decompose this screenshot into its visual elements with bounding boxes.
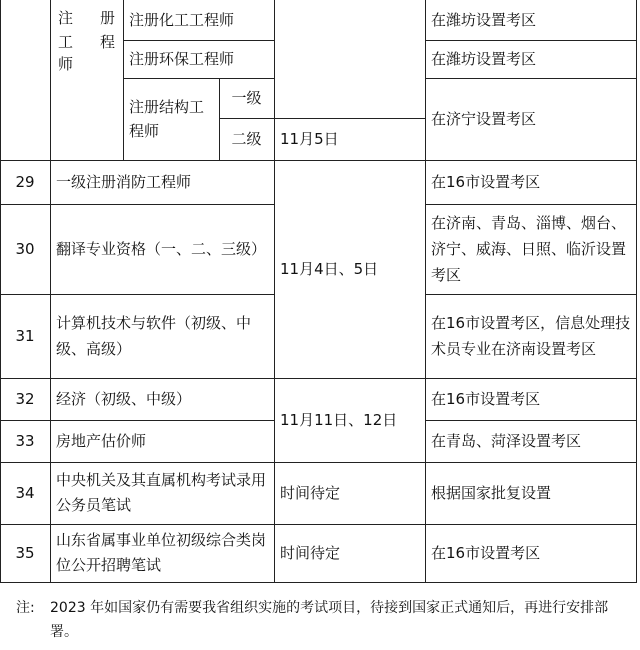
grid-line [425, 294, 637, 295]
grid-line [425, 40, 637, 41]
exam-date: 时间待定 [280, 543, 341, 562]
exam-name: 计算机技术与软件（初级、中级、高级） [56, 314, 252, 358]
exam-name: 房地产估价师 [56, 431, 147, 450]
row-number: 35 [15, 543, 35, 562]
grid-line [123, 78, 274, 79]
group-label-char: 师 [58, 55, 74, 73]
exam-name: 翻译专业资格（一、二、三级） [56, 239, 267, 258]
row-number: 30 [15, 239, 35, 258]
grid-line [0, 420, 274, 421]
exam-area: 根据国家批复设置 [431, 483, 552, 502]
exam-area: 在16市设置考区 [431, 172, 541, 191]
row-number: 32 [15, 389, 35, 408]
grid-line [636, 0, 637, 583]
group-label-char: 注 [58, 9, 74, 27]
structural-engineer-title: 注册结构工程师 [129, 98, 205, 140]
exam-name: 经济（初级、中级） [56, 389, 192, 408]
registered-engineer-date: 11月5日 [280, 129, 339, 148]
merged-date: 11月11日、12日 [280, 410, 398, 429]
grid-line [123, 0, 124, 160]
grid-line [0, 0, 1, 583]
grid-line [0, 204, 274, 205]
grid-line [0, 378, 637, 379]
grid-line [219, 118, 425, 119]
footnote-text: 2023 年如国家仍有需要我省组织实施的考试项目，待接到国家正式通知后，再进行安排部署。 [50, 600, 609, 640]
group-label-char: 工 [58, 33, 74, 51]
merged-date: 11月4日、5日 [280, 259, 379, 278]
chemical-engineer-exam-area: 在潍坊设置考区 [431, 10, 537, 29]
grid-line [0, 160, 637, 161]
grid-line [0, 582, 637, 583]
exam-name: 山东省属事业单位初级综合类岗位公开招聘笔试 [56, 531, 267, 574]
grid-line [50, 0, 51, 583]
grid-line [0, 524, 637, 525]
exam-area: 在青岛、菏泽设置考区 [431, 431, 582, 450]
structural-level-1: 一级 [231, 88, 262, 107]
structural-engineer-exam-area: 在济宁设置考区 [431, 109, 537, 128]
grid-line [425, 420, 637, 421]
environmental-engineer-title: 注册环保工程师 [129, 49, 235, 68]
grid-line [123, 40, 274, 41]
group-label-char: 程 [100, 33, 116, 51]
exam-name: 中央机关及其直属机构考试录用公务员笔试 [56, 471, 267, 514]
grid-line [219, 78, 220, 160]
exam-area: 在济南、青岛、淄博、烟台、济宁、威海、日照、临沂设置考区 [431, 214, 627, 284]
environmental-engineer-exam-area: 在潍坊设置考区 [431, 49, 537, 68]
exam-area: 在16市设置考区，信息处理技术员专业在济南设置考区 [431, 314, 631, 358]
chemical-engineer-title: 注册化工工程师 [129, 10, 235, 29]
row-number: 29 [15, 172, 35, 191]
grid-line [425, 78, 637, 79]
structural-level-2: 二级 [231, 129, 262, 148]
grid-line [0, 294, 274, 295]
grid-line [425, 204, 637, 205]
exam-date: 时间待定 [280, 483, 341, 502]
exam-area: 在16市设置考区 [431, 389, 541, 408]
row-number: 31 [15, 326, 35, 345]
row-number: 33 [15, 431, 35, 450]
group-label-char: 册 [100, 9, 116, 27]
grid-line [0, 462, 637, 463]
exam-area: 在16市设置考区 [431, 543, 541, 562]
footnote-label: 注: [16, 600, 35, 616]
row-number: 34 [15, 483, 35, 502]
exam-name: 一级注册消防工程师 [56, 172, 192, 191]
grid-line [274, 0, 275, 583]
grid-line [425, 0, 426, 583]
